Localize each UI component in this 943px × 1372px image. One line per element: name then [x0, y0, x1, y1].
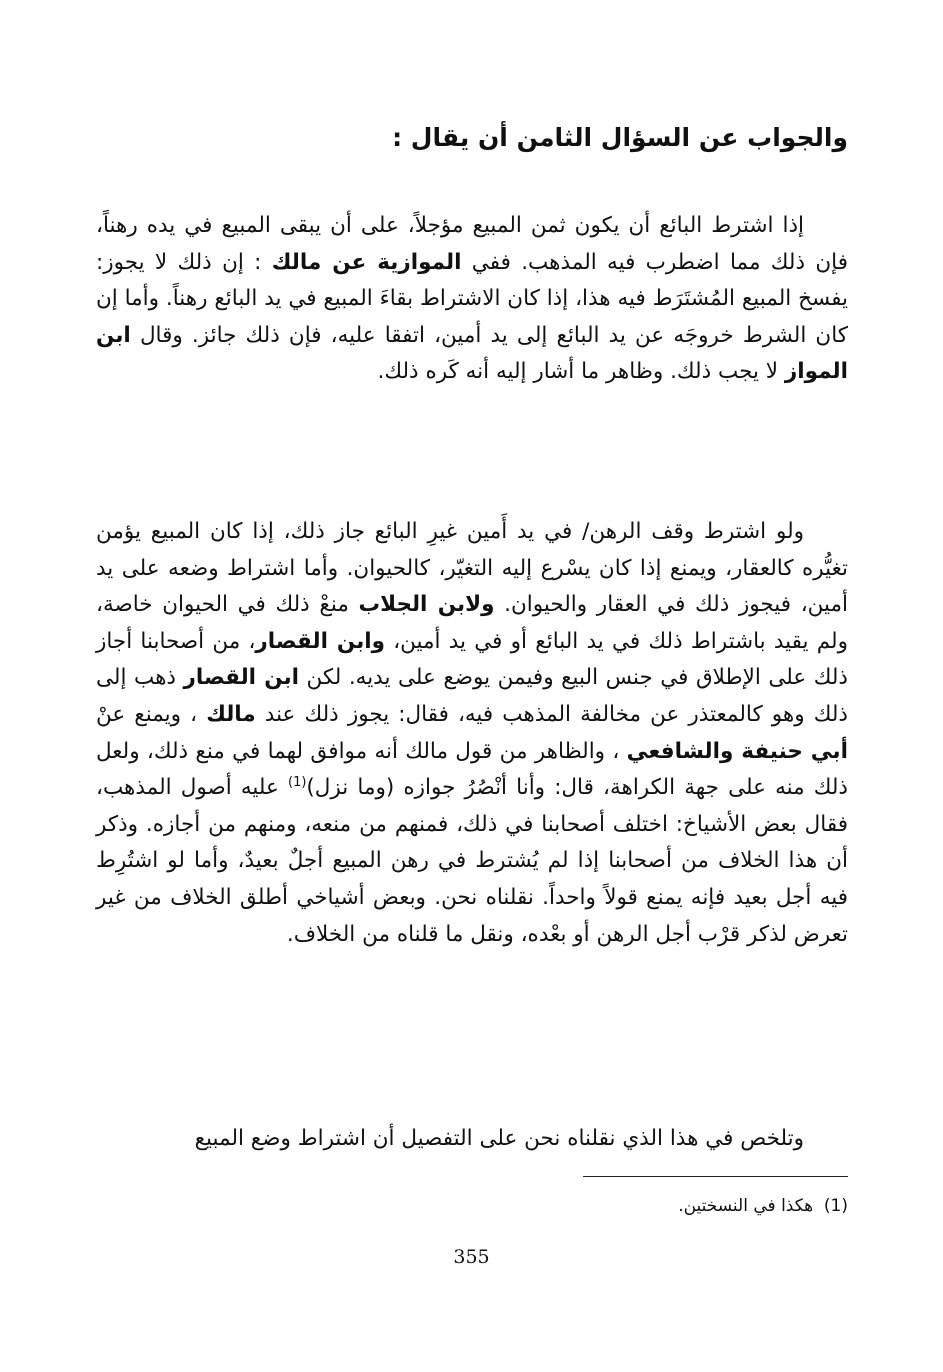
- bold-term: أبي حنيفة والشافعي: [626, 738, 849, 764]
- bold-term: وابن القصار: [255, 628, 385, 654]
- text-run: ولو اشترط وقف الرهن/ في يد أَمين غيرِ البائع جاز ذلك، إذا كان المبيع يؤمن تغيُّره كالعقار، ويمنع إذا كان يسْرع إليه التغيّر، كالحيوان. وأما اشتراط وضعه على يد أمين، فيجوز ذلك في العقار والحيوان.: [96, 519, 848, 618]
- text-run: ، ويمنع عنْ: [96, 701, 198, 727]
- bold-term: ابن القصار: [183, 665, 300, 691]
- page-number: 355: [453, 1246, 490, 1268]
- bold-term: الموازية عن مالك: [271, 249, 462, 275]
- paragraph-3: [96, 1121, 848, 1158]
- section-heading: والجواب عن السؤال الثامن أن يقال :: [392, 123, 848, 152]
- footnote-ref: (1): [287, 775, 307, 790]
- bold-term: مالك: [206, 701, 256, 727]
- text-run: ذهب إلى ذلك وهو كالمعتذر عن مخالفة المذهب فيه، فقال: يجوز ذلك عند: [96, 665, 848, 727]
- text-run: عليه أصول المذهب، فقال بعض الأشياخ: اختلف أصحابنا في ذلك، فمنهم من منعه، ومنهم من أجازه. وذكر أن هذا الخلاف من أصحابنا إذا لم يُشترط في رهن المبيع أجلٌ بعيدٌ، وأما لو اشتُرِط فيه أجل بعيد فإنه يمنع قولاً واحداً. نقلناه نحن. وبعض أشياخي أطلق الخلاف من غير تعرض لذكر قرْب أجل الرهن أو بعْده، ونقل ما قلناه من الخلاف.: [96, 775, 848, 947]
- text-run: منعْ ذلك في الحيوان خاصة، ولم يقيد باشتراط ذلك في يد البائع أو في يد أمين،: [96, 592, 848, 654]
- footnote: [348, 1192, 848, 1220]
- footnote-marker: (1): [823, 1196, 848, 1216]
- paragraph-1: [96, 208, 848, 391]
- text-run: إذا اشترط البائع أن يكون ثمن المبيع مؤجلاً، على أن يبقى المبيع في يده رهناً، فإن ذلك مما اضطرب فيه المذهب. ففي: [96, 213, 848, 275]
- paragraph-2: [96, 514, 848, 953]
- footnote-text: هكذا في النسختين.: [678, 1196, 814, 1216]
- bold-term: ولابن الجلاب: [358, 592, 495, 618]
- text-run: : إن ذلك لا يجوز: يفسخ المبيع المُشتَرَط فيه هذا، إذا كان الاشتراط بقاءَ المبيع في يد البائع رهناً. وأما إن كان الشرط خروجَه عن يد البائع إلى يد أمين، اتفقا عليه، فإن ذلك جائز. وقال: [96, 249, 848, 348]
- text-run: ، من أصحابنا أجاز ذلك على الإطلاق في جنس البيع وفيمن يوضع على يديه. لكن: [96, 628, 848, 691]
- text-run: لا يجب ذلك. وظاهر ما أشار إليه أنه كَره ذلك.: [377, 359, 779, 385]
- footnote-divider: [583, 1176, 848, 1177]
- bold-term: ابن المواز: [96, 322, 848, 385]
- text-run: ، والظاهر من قول مالك أنه موافق لهما في منع ذلك، ولعل ذلك منه على جهة الكراهة، قال: وأنا أنْصُرُ جوازه (وما نزل): [96, 738, 848, 801]
- text-run: وتلخص في هذا الذي نقلناه نحن على التفصيل أن اشتراط وضع المبيع: [194, 1126, 804, 1151]
